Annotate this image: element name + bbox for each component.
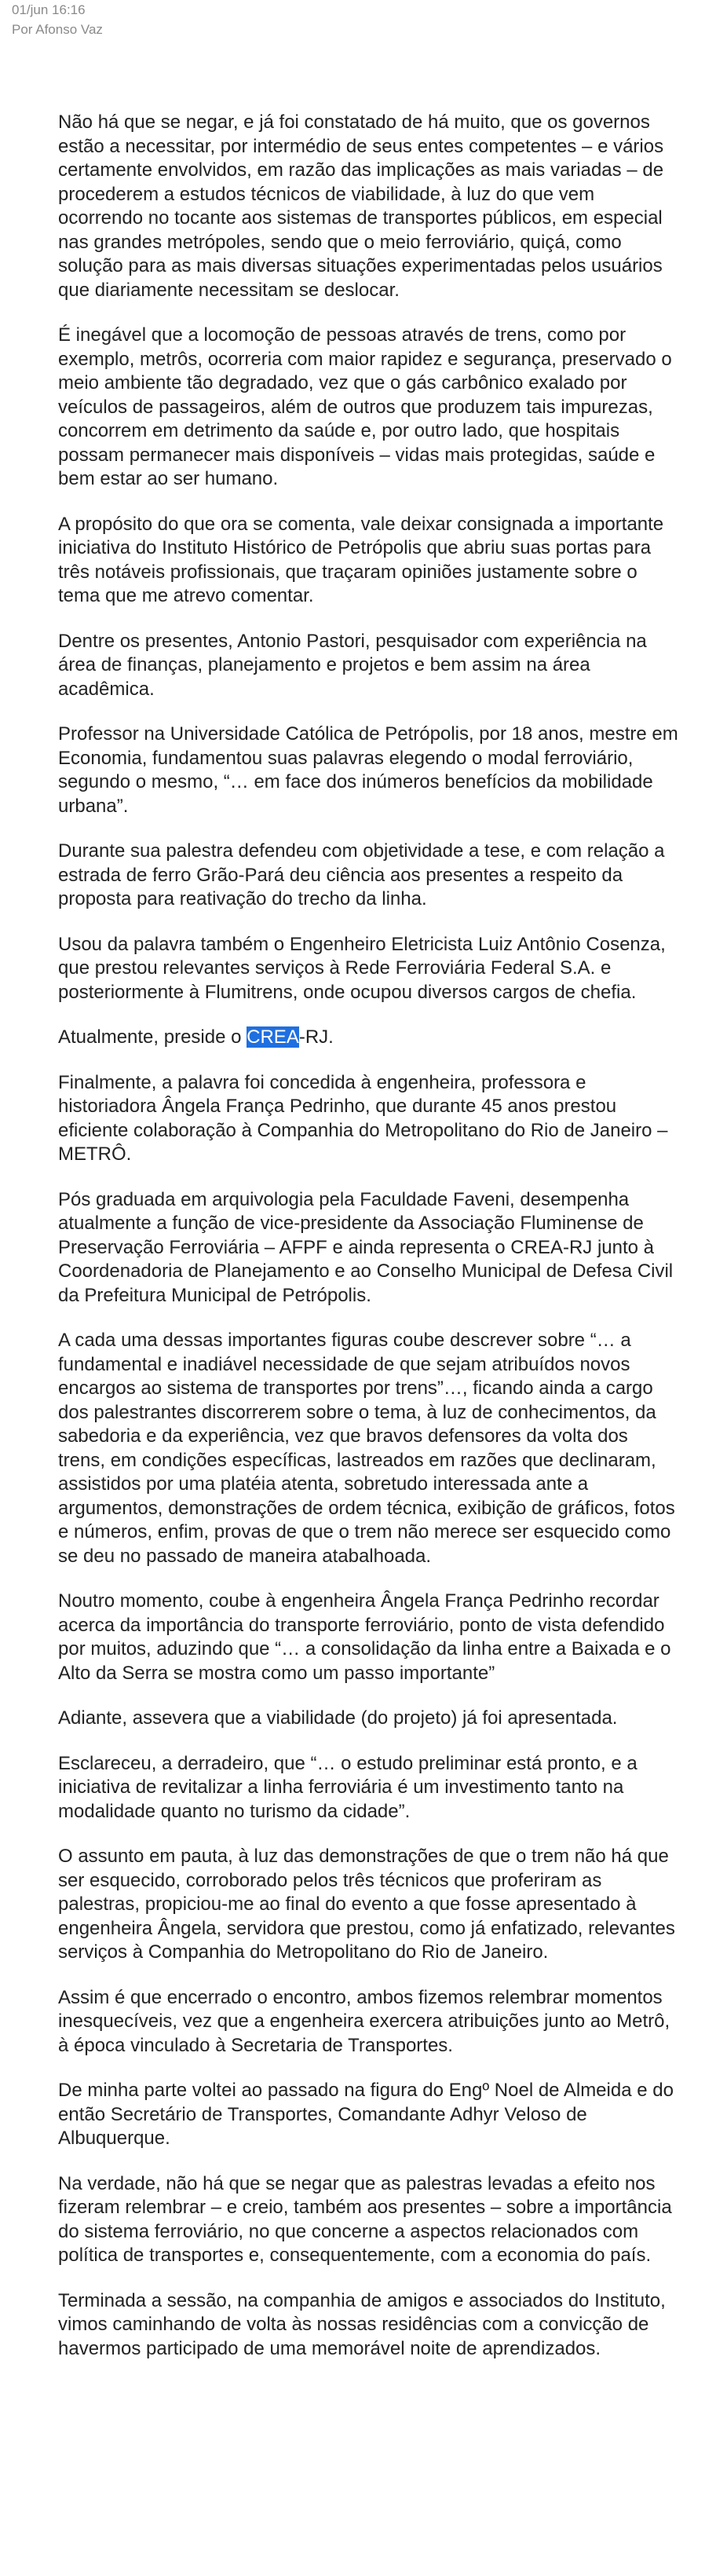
- selected-text[interactable]: CREA: [247, 1026, 299, 1048]
- publish-date: 01/jun 16:16: [12, 2, 86, 17]
- article-paragraph: Esclareceu, a derradeiro, que “… o estudo preliminar está pronto, e a iniciativa de revitalizar a linha ferroviária é um investimento tanto na modalidade quanto no turismo da cidade”.: [58, 1752, 637, 1822]
- article-paragraph: O assunto em pauta, à luz das demonstrações de que o trem não há que ser esquecido, corroborado pelos três técnicos que proferiram as palestras, propiciou-me ao final do evento a que fosse apresentado à engenheira Ângela, servidora que prestou, como já enfatizado, relevantes serviços à Companhia do Metropolitano do Rio de Janeiro.: [58, 1846, 675, 1963]
- highlight-before: Atualmente, preside o: [58, 1026, 247, 1048]
- article-paragraph: A cada uma dessas importantes figuras coube descrever sobre “… a fundamental e inadiável necessidade de que sejam atribuídos novos encargos ao sistema de transportes por trens”…, ficando ainda a cargo dos palestrantes discorrerem sobre o tema, à luz de conhecimentos, da sabedoria e da experiência, vez que bravos defensores da volta dos trens, em condições específicas, lastreados em razões que declinaram, assistidos por uma platéia atenta, sobretudo interessada ante a argumentos, demonstrações de ordem técnica, exibição de gráficos, fotos e números, enfim, provas de que o trem não merece ser esquecido como se deu no passado de maneira atabalhoada.: [58, 1330, 675, 1567]
- article-body: [58, 111, 678, 2382]
- article-paragraph: A propósito do que ora se comenta, vale deixar consignada a importante iniciativa do Instituto Histórico de Petrópolis que abriu suas portas para três notáveis profissionais, que traçaram opiniões justamente sobre o tema que me atrevo comentar.: [58, 513, 664, 606]
- article-paragraph: Dentre os presentes, Antonio Pastori, pesquisador com experiência na área de finanças, planejamento e projetos e bem assim na área acadêmica.: [58, 630, 647, 700]
- article-paragraph: Não há que se negar, e já foi constatado de há muito, que os governos estão a necessitar, por intermédio de seus entes competentes – e vários certamente envolvidos, em razão das implicações as mais variadas – de procederem a estudos técnicos de viabilidade, à luz do que vem ocorrendo no tocante aos sistemas de transportes públicos, em especial nas grandes metrópoles, sendo que o meio ferroviário, quiçá, como solução para as mais diversas situações experimentadas pelos usuários que diariamente necessitam se deslocar.: [58, 112, 664, 301]
- article-paragraph-highlight: [58, 1026, 678, 1050]
- article-paragraph: De minha parte voltei ao passado na figura do Engº Noel de Almeida e do então Secretário de Transportes, Comandante Adhyr Veloso de Albuquerque.: [58, 2080, 674, 2149]
- article-paragraph: Terminada a sessão, na companhia de amigos e associados do Instituto, vimos caminhando de volta às nossas residências com a convicção de havermos participado de uma memorável noite de aprendizados.: [58, 2289, 666, 2359]
- highlight-after: -RJ.: [298, 1026, 334, 1048]
- article-paragraph: Finalmente, a palavra foi concedida à engenheira, professora e historiadora Ângela França Pedrinho, que durante 45 anos prestou eficiente colaboração à Companhia do Metropolitano do Rio de Janeiro – METRÔ.: [58, 1071, 668, 1165]
- article-paragraph: Noutro momento, coube à engenheira Ângela França Pedrinho recordar acerca da importância do transporte ferroviário, ponto de vista defendido por muitos, aduzindo que “… a consolidação da linha entre a Baixada e o Alto da Serra se mostra como um passo importante”: [58, 1590, 671, 1684]
- author-byline: Por Afonso Vaz: [12, 22, 103, 37]
- article-paragraph: Professor na Universidade Católica de Petrópolis, por 18 anos, mestre em Economia, fundamentou suas palavras elegendo o modal ferroviário, segundo o mesmo, “… em face dos inúmeros benefícios da mobilidade urbana”.: [58, 723, 678, 817]
- article-paragraph: É inegável que a locomoção de pessoas através de trens, como por exemplo, metrôs, ocorreria com maior rapidez e segurança, preservado o meio ambiente tão degradado, vez que o gás carbônico exalado por veículos de passageiros, além de outros que produzem tais impurezas, concorrem em detrimento da saúde e, por outro lado, que hospitais possam permanecer mais disponíveis – vidas mais protegidas, saúde e bem estar ao ser humano.: [58, 324, 672, 489]
- article-paragraph: Assim é que encerrado o encontro, ambos fizemos relembrar momentos inesquecíveis, vez que a engenheira exercera atribuições junto ao Metrô, à época vinculado à Secretaria de Transportes.: [58, 1986, 670, 2056]
- article-paragraph: Usou da palavra também o Engenheiro Eletricista Luiz Antônio Cosenza, que prestou relevantes serviços à Rede Ferroviária Federal S.A. e posteriormente à Flumitrens, onde ocupou diversos cargos de chefia.: [58, 933, 666, 1003]
- article-meta: [12, 0, 103, 39]
- article-paragraph: Na verdade, não há que se negar que as palestras levadas a efeito nos fizeram relembrar – e creio, também aos presentes – sobre a importância do sistema ferroviário, no que concerne a aspectos relacionados com política de transportes e, consequentemente, com a economia do país.: [58, 2172, 672, 2266]
- article-paragraph: Adiante, assevera que a viabilidade (do projeto) já foi apresentada.: [58, 1707, 618, 1729]
- article-paragraph: Pós graduada em arquivologia pela Faculdade Faveni, desempenha atualmente a função de vice-presidente da Associação Fluminense de Preservação Ferroviária – AFPF e ainda representa o CREA-RJ junto à Coordenadoria de Planejamento e ao Conselho Municipal de Defesa Civil da Prefeitura Municipal de Petrópolis.: [58, 1188, 674, 1306]
- article-paragraph: Durante sua palestra defendeu com objetividade a tese, e com relação a estrada de ferro Grão-Pará deu ciência aos presentes a respeito da proposta para reativação do trecho da linha.: [58, 840, 665, 909]
